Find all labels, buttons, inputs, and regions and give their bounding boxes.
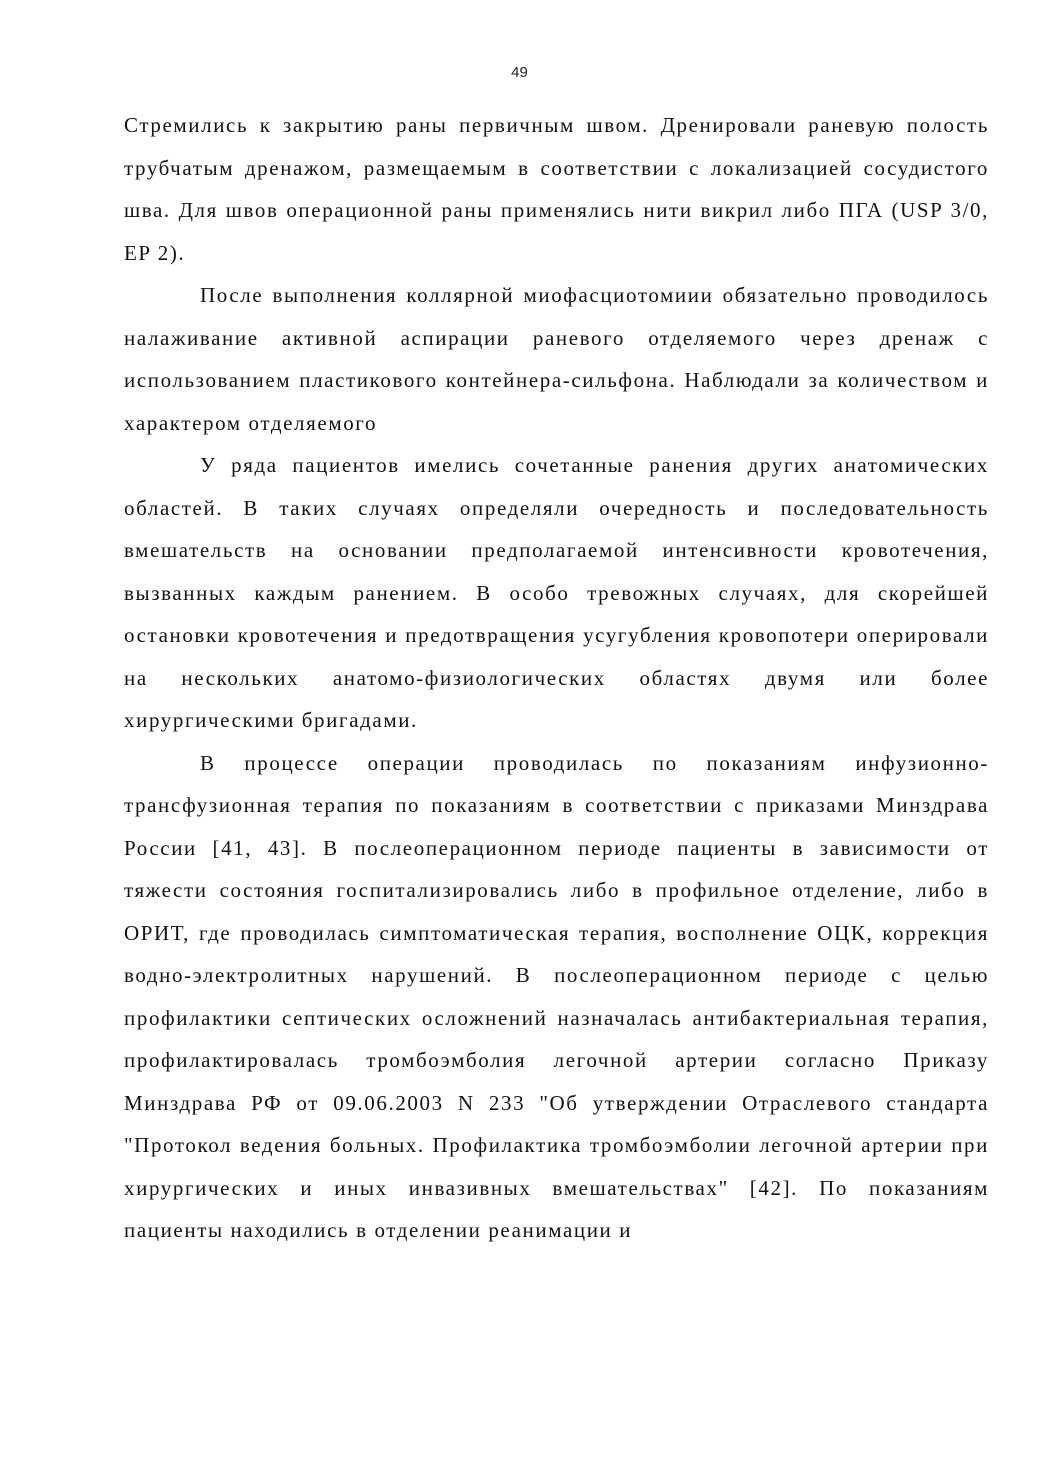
paragraph-wound-aspiration: После выполнения коллярной миофасциотомиии обязательно проводилось налаживание активной аспирации раневого отделяемого через дренаж с использованием пластикового контейнера-сильфона. Наблюдали за количеством и характером отделяемого (124, 283, 989, 435)
page-number: 49 (511, 64, 528, 81)
paragraph-postoperative-therapy: В процессе операции проводилась по показаниям инфузионно-трансфузионная терапия по показаниям в соответствии с приказами Минздрава России [41, 43]. В послеоперационном периоде пациенты в зависимости от тяжести состояния госпитализировались либо в профильное отделение, либо в ОРИТ, где проводилась симптоматическая терапия, восполнение ОЦК, коррекция водно-электролитных нарушений. В послеоперационном периоде с целью профилактики септических осложнений назначалась антибактериальная терапия, профилактировалась тромбоэмболия легочной артерии согласно Приказу Минздрава РФ от 09.06.2003 N 233 "Об утверждении Отраслевого стандарта "Протокол ведения больных. Профилактика тромбоэмболии легочной артерии при хирургических и иных инвазивных вмешательствах" [42]. По показаниям пациенты находились в отделении реанимации и (124, 750, 989, 1242)
document-body (124, 104, 989, 1252)
paragraph-combined-injuries: У ряда пациентов имелись сочетанные ранения других анатомических областей. В таких случаях определяли очередность и последовательность вмешательств на основании предполагаемой интенсивности кровотечения, вызванных каждым ранением. В особо тревожных случаях, для скорейшей остановки кровотечения и предотвращения усугубления кровопотери оперировали на нескольких анатомо-физиологических областях двумя или более хирургическими бригадами. (124, 453, 989, 732)
paragraph-wound-closure: Стремились к закрытию раны первичным швом. Дренировали раневую полость трубчатым дренажом, размещаемым в соответствии с локализацией сосудистого шва. Для швов операционной раны применялись нити викрил либо ПГА (USP 3/0, EP 2). (124, 113, 989, 265)
